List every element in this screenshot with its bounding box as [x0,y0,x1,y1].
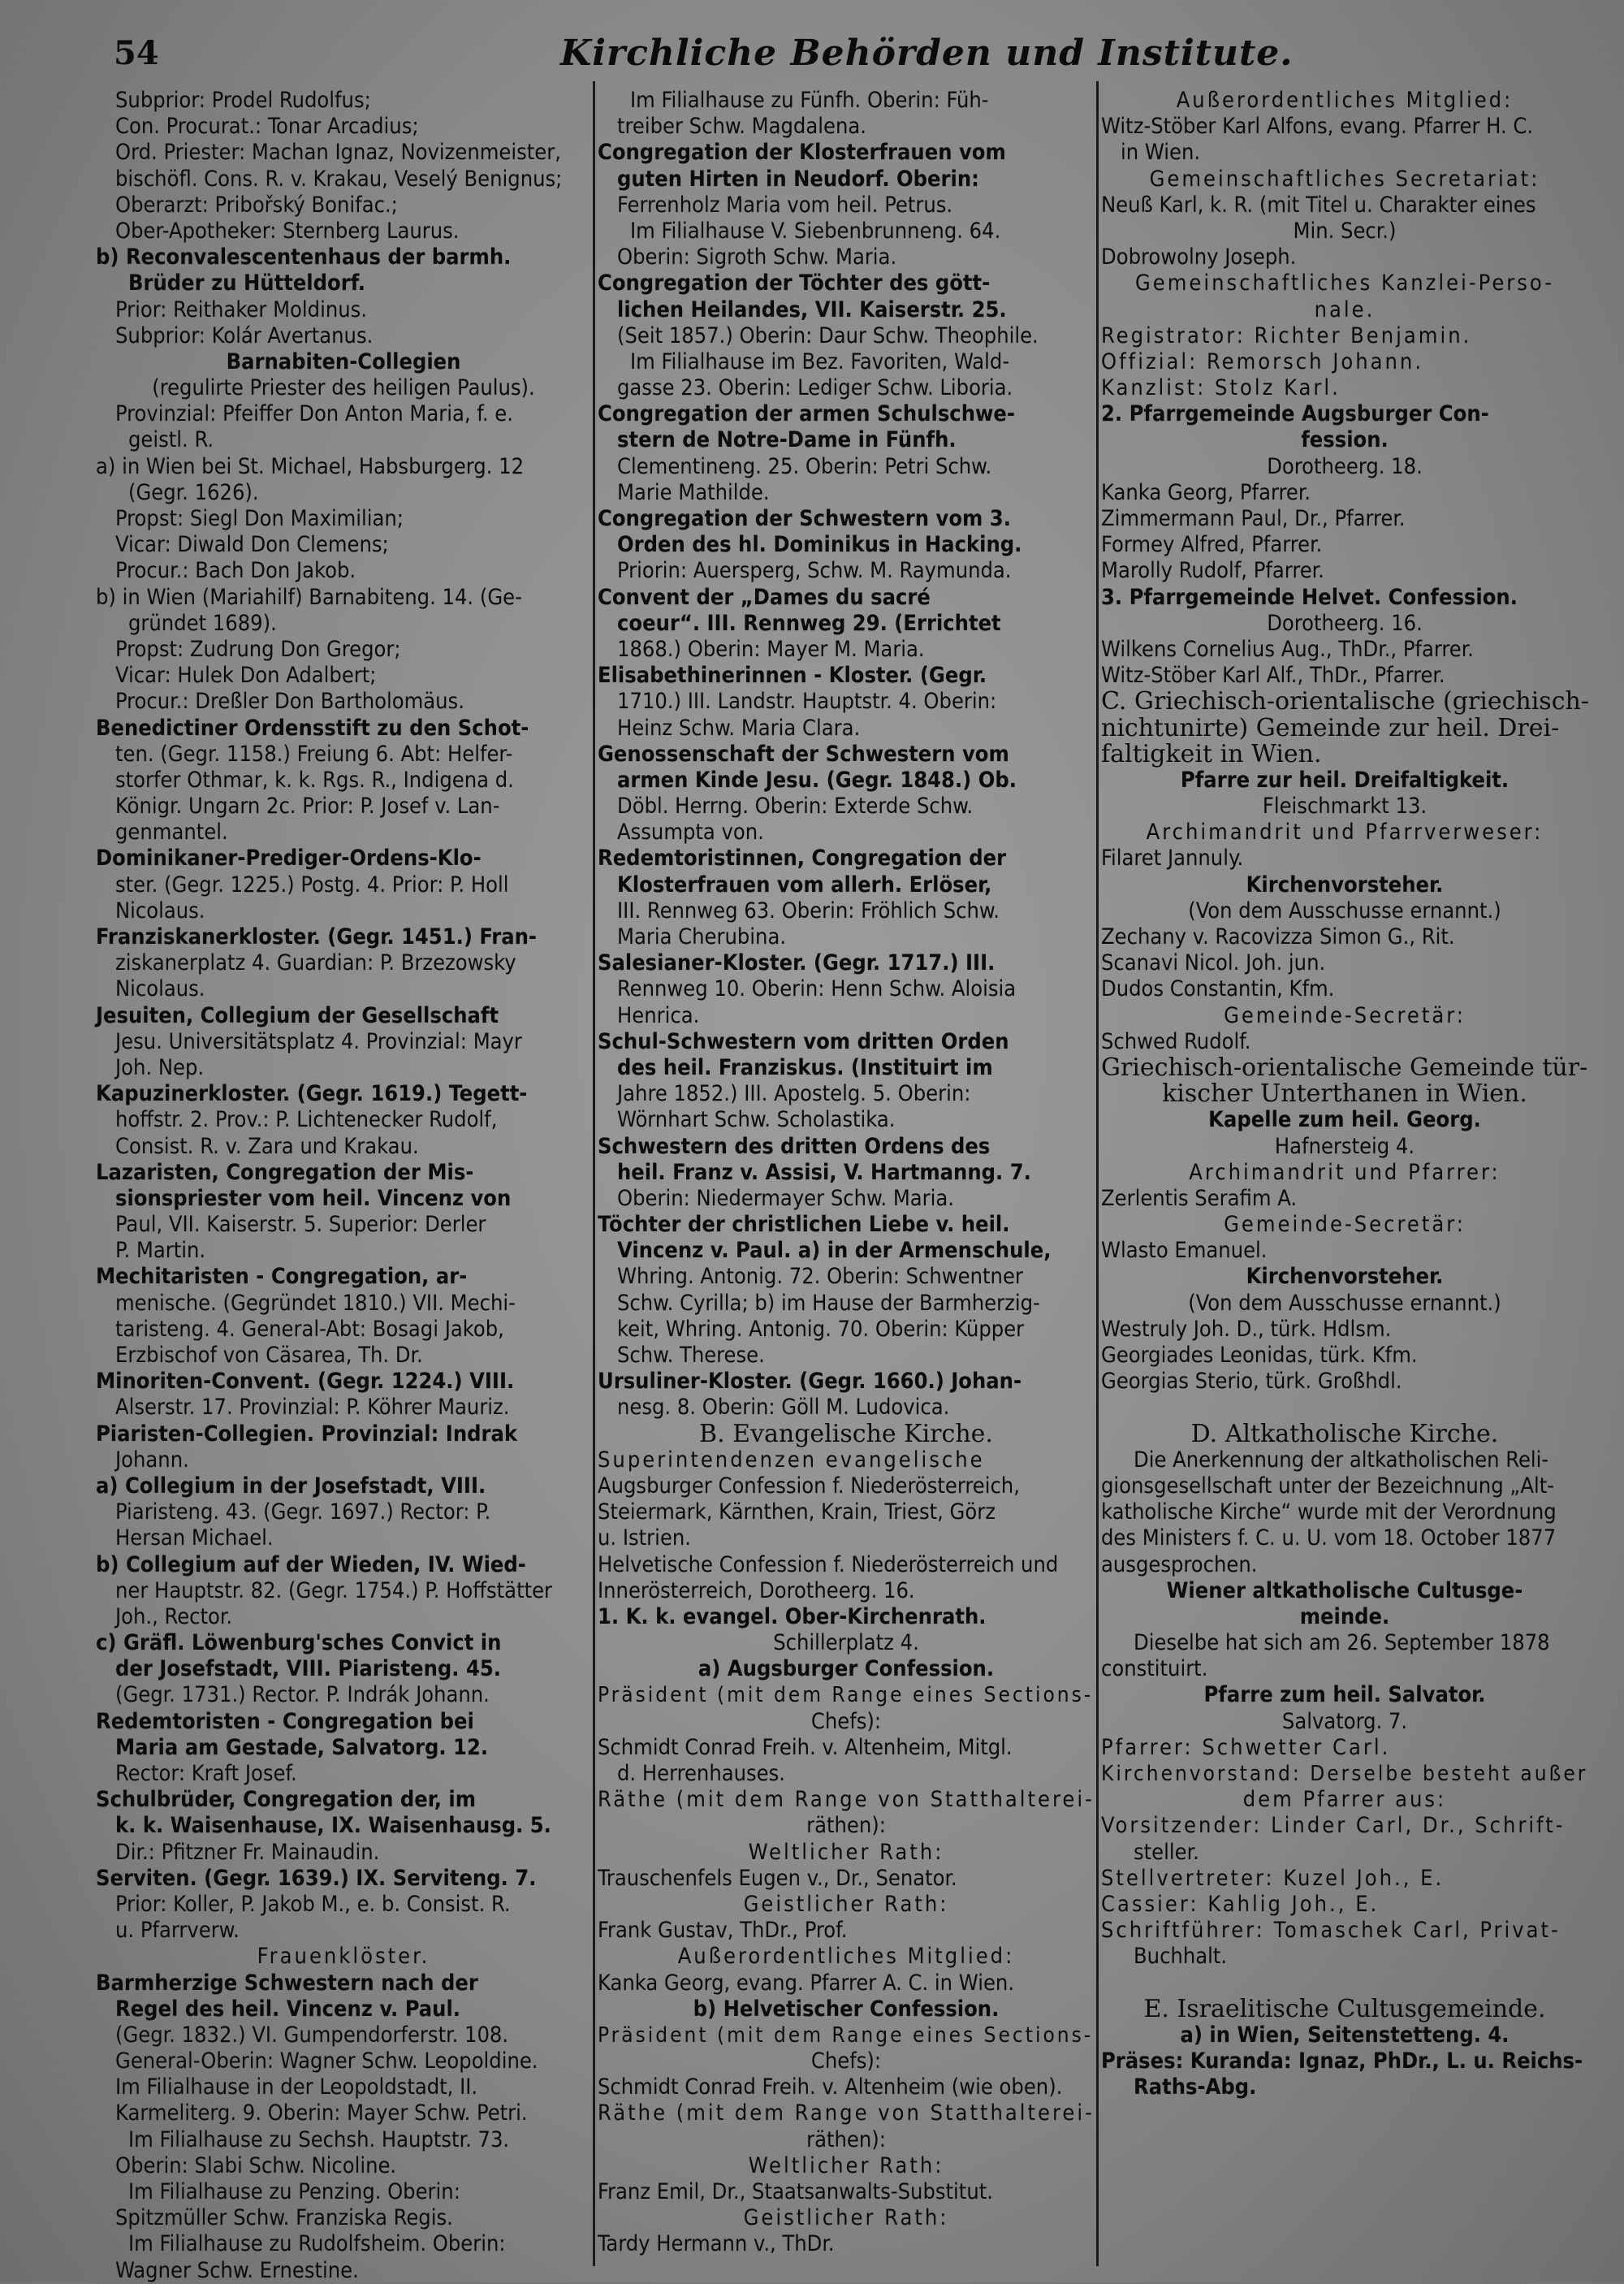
text-line: Nicolaus. [115,976,205,1002]
text-line: Außerordentliches Mitglied: [1176,88,1514,113]
text-line: u. Istrien. [598,1525,691,1551]
text-line: Salvatorg. 7. [1281,1708,1408,1734]
text-line: Convent der „Dames du sacré [598,584,931,610]
text-line: Weltlicher Rath: [748,2152,944,2178]
text-line: Vicar: Hulek Don Adalbert; [115,663,377,689]
text-line: Piaristeng. 43. (Gegr. 1697.) Rector: P. [115,1499,491,1525]
text-line: Jesuiten, Collegium der Gesellschaft [96,1002,499,1028]
text-line: Kanka Georg, Pfarrer. [1101,479,1311,505]
text-line: Lazaristen, Congregation der Mis- [96,1159,474,1185]
text-line: u. Pfarrverw. [115,1918,240,1944]
text-line: keit, Whring. Antonig. 70. Oberin: Küpper [617,1316,1025,1342]
text-line: Prior: Koller, P. Jakob M., e. b. Consist. R. [115,1891,511,1917]
text-line: Kapuzinerkloster. (Gegr. 1619.) Tegett- [96,1081,528,1107]
text-line: Filaret Jannuly. [1101,846,1244,872]
text-line: k. k. Waisenhause, IX. Waisenhausg. 5. [115,1813,551,1839]
text-line: Töchter der christlichen Liebe v. heil. [598,1212,1010,1238]
text-line: bischöfl. Cons. R. v. Krakau, Veselý Benignus; [115,166,563,192]
text-line: Im Filialhause zu Rudolfsheim. Oberin: [128,2231,506,2257]
text-line: Kanzlist: Stolz Karl. [1101,375,1341,401]
text-line: Maria Cherubina. [617,924,787,950]
text-line: Döbl. Herrng. Oberin: Exterde Schw. [617,794,974,820]
text-line: Augsburger Confession f. Niederösterreich, [598,1473,1020,1499]
text-line: Geistlicher Rath: [743,1891,949,1917]
text-line: Congregation der Klosterfrauen vom [598,140,1006,166]
text-line: Congregation der Töchter des gött- [598,270,991,296]
text-line: Brüder zu Hütteldorf. [128,270,366,296]
text-line: des heil. Franziskus. (Instituirt im [617,1054,993,1080]
text-line: Buchhalt. [1134,1944,1228,1970]
text-line: Die Anerkennung der altkatholischen Reli- [1134,1447,1549,1473]
text-line: Wilkens Cornelius Aug., ThDr., Pfarrer. [1101,636,1474,662]
text-line: B. Evangelische Kirche. [699,1419,993,1448]
text-line: Karmeliterg. 9. Oberin: Mayer Schw. Petri. [115,2100,528,2126]
text-line: guten Hirten in Neudorf. Oberin: [617,166,979,192]
text-line: Schul-Schwestern vom dritten Orden [598,1028,1009,1054]
text-line: hoffstr. 2. Prov.: P. Lichtenecker Rudolf, [115,1107,498,1133]
text-line: Frauenklöster. [257,1944,430,1970]
text-line: Erzbischof von Cäsarea, Th. Dr. [115,1343,423,1368]
text-line: (Von dem Ausschusse ernannt.) [1188,898,1501,924]
text-line: Schw. Therese. [617,1343,765,1368]
text-line: Räthe (mit dem Range von Statthalterei- [598,2100,1095,2126]
text-line: Im Filialhause V. Siebenbrunneng. 64. [630,218,1001,244]
text-line: Priorin: Auersperg, Schw. M. Raymunda. [617,558,1012,584]
text-line: Wiener altkatholische Cultusge- [1166,1577,1523,1603]
text-line: in Wien. [1121,140,1201,166]
text-line: Georgias Sterio, türk. Großhdl. [1101,1369,1402,1395]
text-line: Griechisch-orientalische Gemeinde tür- [1101,1053,1588,1082]
text-line: Cassier: Kahlig Joh., E. [1101,1891,1380,1917]
text-line: Serviten. (Gegr. 1639.) IX. Serviteng. 7. [96,1865,537,1891]
text-line: steller. [1134,1839,1199,1865]
text-line: Dorotheerg. 18. [1267,453,1423,479]
text-line: ner Hauptstr. 82. (Gegr. 1754.) P. Hoffstätter [115,1577,553,1603]
text-line: coeur“. III. Rennweg 29. (Errichtet [617,610,1001,636]
text-line: Weltlicher Rath: [748,1839,944,1865]
text-line: Clementineng. 25. Oberin: Petri Schw. [617,453,992,479]
text-line: Propst: Siegl Don Maximilian; [115,506,404,531]
text-line: Congregation der armen Schulschwe- [598,401,1015,427]
text-line: Schwestern des dritten Ordens des [598,1133,991,1159]
text-line: Archimandrit und Pfarrer: [1189,1159,1501,1185]
text-line: sionspriester vom heil. Vincenz von [115,1185,512,1211]
text-line: Jahre 1852.) III. Apostelg. 5. Oberin: [617,1081,971,1107]
text-line: Präsident (mit dem Range eines Sections- [598,1683,1094,1708]
text-line: Congregation der Schwestern vom 3. [598,506,1011,531]
text-line: gründet 1689). [128,610,277,636]
text-line: Geistlicher Rath: [743,2205,949,2231]
text-line: heil. Franz v. Assisi, V. Hartmanng. 7. [617,1159,1031,1185]
text-line: Wagner Schw. Ernestine. [115,2257,359,2283]
text-line: Dobrowolny Joseph. [1101,244,1297,270]
text-line: Dominikaner-Prediger-Ordens-Klo- [96,846,482,872]
text-line: ten. (Gegr. 1158.) Freiung 6. Abt: Helfer- [115,741,513,767]
text-line: Prior: Reithaker Moldinus. [115,296,367,322]
text-line [1101,1395,1588,1421]
text-line: Stellvertreter: Kuzel Joh., E. [1101,1865,1445,1891]
text-line: Kirchenvorsteher. [1246,872,1444,898]
text-line: Paul, VII. Kaiserstr. 5. Superior: Derler [115,1212,486,1238]
text-line: 1. K. k. evangel. Ober-Kirchenrath. [598,1603,987,1629]
text-line: Genossenschaft der Schwestern vom [598,741,1009,767]
text-line: Oberin: Niedermayer Schw. Maria. [617,1185,954,1211]
text-line: stern de Notre-Dame in Fünfh. [617,427,957,453]
text-line: III. Rennweg 63. Oberin: Fröhlich Schw. [617,898,1000,924]
text-line: Gemeinde-Secretär: [1224,1002,1466,1028]
text-line: Regel des heil. Vincenz v. Paul. [115,1996,461,2022]
text-line: Präses: Kuranda: Ignaz, PhDr., L. u. Reichs- [1101,2048,1583,2074]
text-line: Neuß Karl, k. R. (mit Titel u. Charakter eines [1101,192,1536,218]
running-title: Kirchliche Behörden und Institute. [560,32,1294,74]
text-line: b) Reconvalescentenhaus der barmh. [96,244,512,270]
text-line: Im Filialhause zu Sechsh. Hauptstr. 73. [128,2126,510,2152]
text-line: Kanka Georg, evang. Pfarrer A. C. in Wien. [598,1970,1015,1996]
page-number: 54 [114,34,159,72]
text-line: a) in Wien, Seitenstetteng. 4. [1180,2022,1510,2048]
column-divider [1096,81,1099,2266]
page-header [106,29,1559,78]
text-line: nichtunirte) Gemeinde zur heil. Drei- [1101,713,1560,742]
text-line: Scanavi Nicol. Joh. jun. [1101,950,1326,976]
text-line: Gemeinschaftliches Secretariat: [1149,166,1540,192]
text-line: Pfarre zur heil. Dreifaltigkeit. [1180,767,1510,793]
text-line: d. Herrenhauses. [617,1761,785,1786]
text-line: Ober-Apotheker: Sternberg Laurus. [115,218,460,244]
text-line: Piaristen-Collegien. Provinzial: Indrak [96,1421,518,1447]
text-line: Oberin: Slabi Schw. Nicoline. [115,2152,397,2178]
text-line: c) Gräfl. Löwenburg'sches Convict in [96,1630,502,1656]
text-line: Dir.: Pfitzner Fr. Mainaudin. [115,1839,380,1865]
text-line: Redemtoristinnen, Congregation der [598,846,1007,872]
text-line: Steiermark, Kärnthen, Krain, Triest, Görz [598,1499,996,1525]
text-line: 1710.) III. Landstr. Hauptstr. 4. Oberin: [617,689,997,715]
text-line: Witz-Stöber Karl Alf., ThDr., Pfarrer. [1101,663,1445,689]
text-line: Barnabiten-Collegien [226,348,461,374]
text-line: C. Griechisch-orientalische (griechisch- [1101,687,1589,716]
text-line: Chefs): [810,1708,882,1734]
text-line: meinde. [1299,1603,1390,1629]
text-line: Dorotheerg. 16. [1267,610,1423,636]
text-line: Formey Alfred, Pfarrer. [1101,532,1323,558]
text-line: der Josefstadt, VIII. Piaristeng. 45. [115,1656,502,1682]
text-line: ziskanerplatz 4. Guardian: P. Brzezowsky [115,950,516,976]
text-line: Procur.: Bach Don Jakob. [115,558,356,584]
text-line: Subprior: Kolár Avertanus. [115,322,374,348]
text-line: E. Israelitische Cultusgemeinde. [1143,1994,1546,2023]
text-line: (Seit 1857.) Oberin: Daur Schw. Theophile. [617,322,1039,348]
text-line: Dieselbe hat sich am 26. September 1878 [1134,1630,1550,1656]
text-line: Provinzial: Pfeiffer Don Anton Maria, f. e. [115,401,513,427]
left-column [96,88,591,2283]
text-line: Gemeinschaftliches Kanzlei-Perso- [1134,270,1555,296]
text-line: Vicar: Diwald Don Clemens; [115,532,389,558]
text-line: Ord. Priester: Machan Ignaz, Novizenmeister, [115,140,561,166]
text-line: räthen): [806,2126,886,2152]
text-line: Superintendenzen evangelische [598,1447,985,1473]
text-line: Heinz Schw. Maria Clara. [617,715,861,741]
column-divider [593,81,595,2266]
text-line: Gemeinde-Secretär: [1224,1212,1466,1238]
text-line: Rennweg 10. Oberin: Henn Schw. Aloisia [617,976,1017,1002]
text-line: Franziskanerkloster. (Gegr. 1451.) Fran- [96,924,538,950]
text-line: Dudos Constantin, Kfm. [1101,976,1335,1002]
text-line: Orden des hl. Dominikus in Hacking. [617,532,1022,558]
text-line: Procur.: Dreßler Don Bartholomäus. [115,689,464,715]
text-line: Propst: Zudrung Don Gregor; [115,636,401,662]
text-line: b) Collegium auf der Wieden, IV. Wied- [96,1551,526,1577]
text-line: Archimandrit und Pfarrverweser: [1146,820,1544,846]
text-line: ster. (Gegr. 1225.) Postg. 4. Prior: P. Holl [115,872,509,898]
text-line: b) in Wien (Mariahilf) Barnabiteng. 14. (Ge- [96,584,522,610]
text-line: Schwed Rudolf. [1101,1028,1251,1054]
text-line: Witz-Stöber Karl Alfons, evang. Pfarrer H. C. [1101,114,1534,140]
text-line: Consist. R. v. Zara und Krakau. [115,1133,419,1159]
text-line: Schriftführer: Tomaschek Carl, Privat- [1101,1918,1561,1944]
text-line: Präsident (mit dem Range eines Sections- [598,2022,1094,2048]
text-line: Con. Procurat.: Tonar Arcadius; [115,114,419,140]
text-line: Jesu. Universitätsplatz 4. Provinzial: Mayr [115,1028,522,1054]
text-line: Wörnhart Schw. Scholastika. [617,1107,896,1133]
text-line: nale. [1314,296,1376,322]
text-line: Marie Mathilde. [617,479,770,505]
text-line: Schillerplatz 4. [773,1630,919,1656]
text-line: Schmidt Conrad Freih. v. Altenheim, Mitgl. [598,1734,1013,1760]
text-line: Spitzmüller Schw. Franziska Regis. [115,2205,453,2231]
text-line: Nicolaus. [115,898,205,924]
text-line: Alserstr. 17. Provinzial: P. Köhrer Mauriz. [115,1395,510,1421]
text-line: Minoriten-Convent. (Gegr. 1224.) VIII. [96,1369,515,1395]
text-line: Oberarzt: Pribořský Bonifac.; [115,192,398,218]
text-line: Maria am Gestade, Salvatorg. 12. [115,1734,489,1760]
text-line: Pfarrer: Schwetter Carl. [1101,1734,1391,1760]
text-line: Innerösterreich, Dorotheerg. 16. [598,1577,915,1603]
text-line: Assumpta von. [617,820,764,846]
text-line: 1868.) Oberin: Mayer M. Maria. [617,636,925,662]
text-line: constituirt. [1101,1656,1208,1682]
text-line: (regulirte Priester des heiligen Paulus). [152,375,535,401]
text-line: kischer Unterthanen in Wien. [1162,1079,1527,1109]
text-line: Zimmermann Paul, Dr., Pfarrer. [1101,506,1406,531]
text-line: Zechany v. Racovizza Simon G., Rit. [1101,924,1455,950]
text-line: räthen): [806,1813,886,1839]
text-line: Schmidt Conrad Freih. v. Altenheim (wie oben). [598,2074,1063,2100]
text-line: Min. Secr.) [1293,218,1397,244]
text-line: Kapelle zum heil. Georg. [1208,1107,1481,1133]
text-line: menische. (Gegründet 1810.) VII. Mechi- [115,1290,516,1316]
text-line: nesg. 8. Oberin: Göll M. Ludovica. [617,1395,950,1421]
text-line: lichen Heilandes, VII. Kaiserstr. 25. [617,296,1007,322]
text-line: a) in Wien bei St. Michael, Habsburgerg. 12 [96,453,525,479]
text-line: Zerlentis Serafim A. [1101,1185,1298,1211]
text-line: Chefs): [810,2048,882,2074]
text-line: geistl. R. [128,427,214,453]
text-line: Königr. Ungarn 2c. Prior: P. Josef v. Lan- [115,794,500,820]
text-line: Kirchenvorsteher. [1246,1264,1444,1290]
text-line: Klosterfrauen vom allerh. Erlöser, [617,872,992,898]
text-line: dem Pfarrer aus: [1242,1787,1447,1813]
text-line: Raths-Abg. [1134,2074,1257,2100]
text-line: Johann. [115,1447,189,1473]
text-line: Fleischmarkt 13. [1262,794,1427,820]
text-line: Im Filialhause zu Penzing. Oberin: [128,2179,460,2204]
text-line: Redemtoristen - Congregation bei [96,1708,474,1734]
text-line: Ursuliner-Kloster. (Gegr. 1660.) Johan- [598,1369,1022,1395]
text-line: Vorsitzender: Linder Carl, Dr., Schrift- [1101,1813,1566,1839]
text-line: fession. [1301,427,1389,453]
right-column [1101,88,1588,2265]
text-line: Registrator: Richter Benjamin. [1101,322,1472,348]
text-line: Offizial: Remorsch Johann. [1101,348,1424,374]
text-line: genmantel. [115,820,228,846]
text-line: Im Filialhause zu Fünfh. Oberin: Füh- [630,88,989,113]
text-line: Joh. Nep. [115,1054,205,1080]
text-line: Hersan Michael. [115,1525,274,1551]
text-line: D. Altkatholische Kirche. [1190,1419,1499,1448]
text-line: Georgiades Leonidas, türk. Kfm. [1101,1343,1418,1368]
text-line: Subprior: Prodel Rudolfus; [115,88,371,113]
text-line: Kirchenvorstand: Derselbe besteht außer [1101,1762,1588,1786]
text-line: Schulbrüder, Congregation der, im [96,1787,477,1813]
text-line: Im Filialhause in der Leopoldstadt, II. [115,2074,478,2100]
text-line: a) Augsburger Confession. [698,1656,995,1682]
text-line: faltigkeit in Wien. [1101,739,1322,768]
text-line: Benedictiner Ordensstift zu den Schot- [96,715,529,741]
text-line: gionsgesellschaft unter der Bezeichnung „Alt- [1101,1473,1555,1499]
text-line [1101,1970,1588,1996]
text-line: Hafnersteig 4. [1274,1133,1415,1159]
text-line: Wlasto Emanuel. [1101,1238,1268,1264]
text-line: Schw. Cyrilla; b) im Hause der Barmherzig- [617,1290,1040,1316]
text-line: Franz Emil, Dr., Staatsanwalts-Substitut. [598,2179,993,2204]
text-line: Im Filialhause im Bez. Favoriten, Wald- [630,348,1010,374]
text-line: Pfarre zum heil. Salvator. [1203,1682,1486,1708]
text-line: armen Kinde Jesu. (Gegr. 1848.) Ob. [617,767,1017,793]
text-line: Whring. Antonig. 72. Oberin: Schwentner [617,1264,1023,1290]
text-line: Tardy Hermann v., ThDr. [598,2231,835,2257]
text-line: Barmherzige Schwestern nach der [96,1970,478,1996]
text-line: ausgesprochen. [1101,1551,1258,1577]
text-line: Elisabethinerinnen - Kloster. (Gegr. [598,663,987,689]
text-line: gasse 23. Oberin: Lediger Schw. Liboria. [617,375,1013,401]
text-line: Henrica. [617,1002,700,1028]
text-line: Westruly Joh. D., türk. Hdlsm. [1101,1316,1392,1342]
text-line: Salesianer-Kloster. (Gegr. 1717.) III. [598,950,996,976]
text-line: Helvetische Confession f. Niederösterreich und [598,1551,1059,1577]
text-line: (Von dem Ausschusse ernannt.) [1188,1290,1501,1316]
text-line: Mechitaristen - Congregation, ar- [96,1264,468,1290]
text-line: Außerordentliches Mitglied: [677,1944,1015,1970]
text-line: Räthe (mit dem Range von Statthalterei- [598,1787,1095,1813]
text-line: General-Oberin: Wagner Schw. Leopoldine. [115,2048,538,2074]
text-line: (Gegr. 1832.) VI. Gumpendorferstr. 108. [115,2022,509,2048]
text-line: (Gegr. 1731.) Rector. P. Indrák Johann. [115,1682,490,1708]
text-line: Oberin: Sigroth Schw. Maria. [617,244,897,270]
text-line: 2. Pfarrgemeinde Augsburger Con- [1101,401,1489,427]
text-line: 3. Pfarrgemeinde Helvet. Confession. [1101,584,1518,610]
text-line: b) Helvetischer Confession. [693,1996,1000,2022]
middle-column [598,88,1095,2265]
text-line: taristeng. 4. General-Abt: Bosagi Jakob, [115,1316,504,1342]
text-line: Ferrenholz Maria vom heil. Petrus. [617,192,953,218]
text-line: storfer Othmar, k. k. Rgs. R., Indigena d. [115,767,514,793]
text-line: Marolly Rudolf, Pfarrer. [1101,558,1324,584]
text-line: Joh., Rector. [115,1603,233,1629]
text-line: (Gegr. 1626). [128,479,259,505]
text-line: Trauschenfels Eugen v., Dr., Senator. [598,1865,957,1891]
text-line: Frank Gustav, ThDr., Prof. [598,1918,848,1944]
text-line: katholische Kirche“ wurde mit der Verordnung [1101,1499,1557,1525]
text-line: Rector: Kraft Josef. [115,1761,297,1786]
text-line: a) Collegium in der Josefstadt, VIII. [96,1473,486,1499]
text-line: Vincenz v. Paul. a) in der Armenschule, [617,1238,1052,1264]
text-line: treiber Schw. Magdalena. [617,114,866,140]
text-line: P. Martin. [115,1238,206,1264]
text-line: des Ministers f. C. u. U. vom 18. October 1877 [1101,1525,1557,1551]
